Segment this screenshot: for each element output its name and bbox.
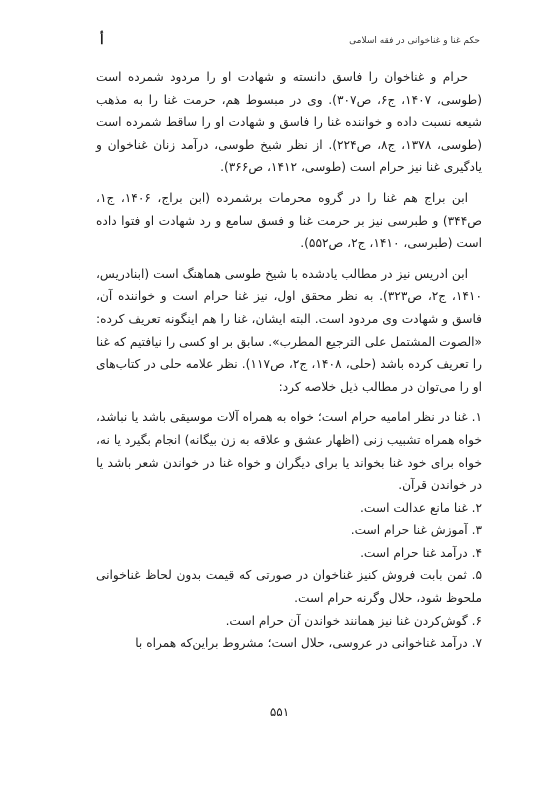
list-item: ۲. غنا مانع عدالت است.: [360, 500, 482, 515]
running-header: [100, 34, 480, 48]
list-item: ۱. غنا در نظر امامیه حرام است؛ خواه به همراه آلات موسیقی باشد یا نباشد، خواه همراه تشبیب زنی (اظهار عشق و علاقه به زن بیگانه) انجام بگیرد یا نه، خواه برای خود غنا بخواند یا برای دیگران و خواه غنا در خواندن شعر باشد یا در خواندن قرآن.: [96, 410, 482, 493]
paragraph: ابن براج هم غنا را در گروه محرمات برشمرده (ابن براج، ۱۴۰۶، ج۱، ص۳۴۴) و طبرسی نیز بر حرمت غنا و فسق سامع و رد شهادت او فتوا داده است (طبرسی، ۱۴۱۰، ج۲، ص۵۵۲).: [96, 190, 482, 251]
paragraph: ابن ادریس نیز در مطالب یادشده با شیخ طوسی هماهنگ است (ابنادریس، ۱۴۱۰، ج۲، ص۳۲۳). به نظر محقق اول، نیز غنا حرام است و خواننده آن، فاسق و شهادت وی مردود است. البته ایشان، غنا را هم اینگونه تعریف کرده: «الصوت المشتمل علی الترجیع المطرب». سابق بر او کسی را نیافتیم که غنا را تعریف کرده باشد (حلی، ۱۴۰۸، ج۲، ص۱۱۷). نظر علامه حلی در کتاب‌های او را می‌توان در مطالب ذیل خلاصه کرد:: [96, 266, 482, 394]
list-item: ۷. درآمد غناخوانی در عروسی، حلال است؛ مشروط براین‌که همراه با: [135, 636, 482, 651]
paragraph: حرام و غناخوان را فاسق دانسته و شهادت او را مردود شمرده است (طوسی، ۱۴۰۷، ج۶، ص۳۰۷). وی در مبسوط هم، حرمت غنا را به مذهب شیعه نسبت داده و خواننده غنا را فاسق و شهادت او را ساقط شمرده است (طوسی، ۱۳۷۸، ج۸، ص۲۲۴). از نظر شیخ طوسی، درآمد زنان غناخوان و یادگیری غنا نیز حرام است (طوسی، ۱۴۱۲، ص۳۶۶).: [96, 70, 482, 175]
page-marker: أ: [100, 33, 104, 48]
list-item: ۵. ثمن بابت فروش کنیز غناخوان در صورتی که قیمت بدون لحاظ غناخوانی ملحوظ شود، حلال وگرنه حرام است.: [96, 568, 482, 606]
list-item: ۳. آموزش غنا حرام است.: [350, 523, 482, 538]
list-item: ۶. گوش‌کردن غنا نیز همانند خواندن آن حرام است.: [225, 613, 482, 628]
page-number: ۵۵۱: [269, 705, 290, 719]
running-title: حکم غنا و غناخوانی در فقه اسلامی: [349, 36, 480, 46]
rulings-list: [96, 406, 482, 655]
text-body: [96, 66, 482, 655]
list-item: ۴. درآمد غنا حرام است.: [360, 545, 482, 560]
